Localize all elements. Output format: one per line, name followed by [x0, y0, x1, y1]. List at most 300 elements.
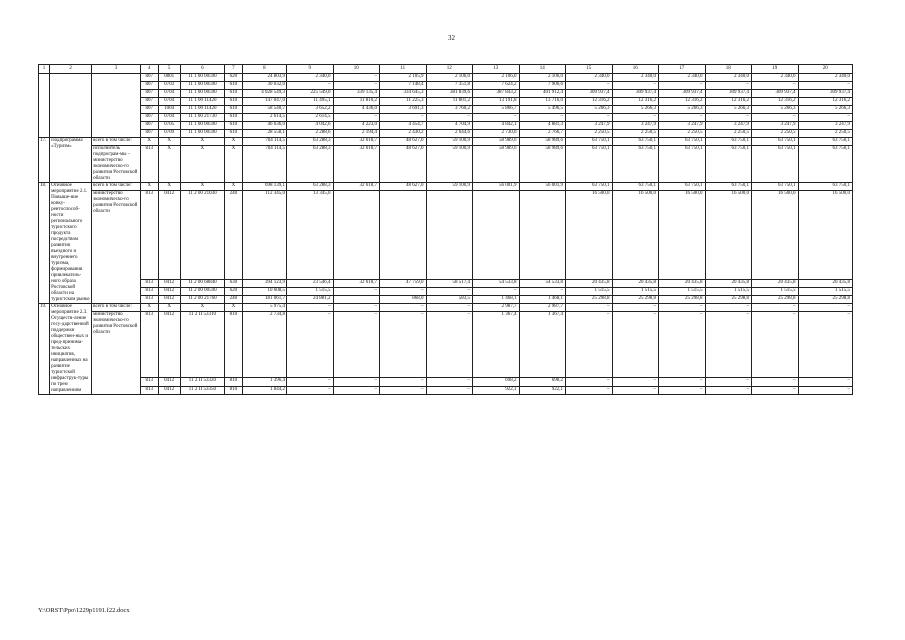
table-cell: 4 842,1 [473, 122, 520, 130]
table-cell: 2 340,0 [287, 74, 334, 82]
table-cell: – [566, 82, 613, 90]
table-cell: X [158, 146, 180, 183]
table-cell: 12 316,2 [705, 98, 752, 106]
table-cell: 0801 [158, 74, 180, 82]
table-cell: 807 [140, 82, 158, 90]
table-cell: 13 345,0 [287, 191, 334, 280]
table-cell: 5 266,3 [752, 106, 799, 114]
table-cell: 58 989,6 [473, 146, 520, 183]
table-cell: 2 106,0 [473, 74, 520, 82]
table-cell: – [380, 312, 427, 378]
table-cell: 23 546,4 [287, 280, 334, 288]
table-cell: 24 803,9 [242, 74, 286, 82]
table-cell: 1 515,5 [659, 288, 706, 296]
table-cell: 810 [225, 312, 243, 378]
table-cell: – [752, 82, 799, 90]
table-cell: 807 [140, 122, 158, 130]
column-header-13: 13 [473, 65, 520, 74]
table-cell: – [566, 378, 613, 386]
executor-label: исполнитель подпрограм-мы – министерство экономическо-го развития Ростовской области [92, 146, 141, 183]
table-cell: 610 [225, 122, 243, 130]
table-cell: – [752, 378, 799, 386]
table-row [39, 82, 853, 90]
table-cell: – [752, 114, 799, 122]
table-cell: 1 515,5 [612, 288, 659, 296]
table-cell: 5 975,4 [242, 304, 286, 312]
table-cell: – [426, 304, 473, 312]
table-cell: 58 989,6 [519, 146, 566, 183]
column-header-3: 3 [92, 65, 141, 74]
row-num-cell [39, 74, 50, 138]
table-cell: 12 316,2 [612, 98, 659, 106]
table-cell: – [612, 312, 659, 378]
subprogram-name: Подпрограмма «Туризм» [50, 138, 92, 183]
table-cell: 11 2 П 53310 [180, 312, 224, 378]
table-cell: 5 266,3 [659, 106, 706, 114]
table-row [39, 183, 853, 191]
table-cell: 0704 [158, 98, 180, 106]
table-cell: 28 558,1 [242, 130, 286, 138]
table-cell: 813 [140, 386, 158, 394]
table-cell: 59 100,9 [426, 183, 473, 191]
table-cell: 225 549,0 [287, 90, 334, 98]
table-cell: – [798, 386, 852, 394]
table-row [39, 122, 853, 130]
table-cell: 5 266,3 [705, 106, 752, 114]
row-number: 19. [39, 304, 50, 395]
table-cell: 63 750,1 [752, 146, 799, 183]
table-cell: 63 750,1 [659, 183, 706, 191]
table-cell: 32 618,7 [333, 183, 380, 191]
table-cell: 2 250,5 [612, 130, 659, 138]
table-cell: – [705, 378, 752, 386]
table-cell: 813 [140, 146, 158, 183]
table-cell: 610 [225, 130, 243, 138]
table-cell: 11 2 00 68840 [180, 280, 224, 288]
table-cell: 1 367,4 [473, 312, 520, 378]
table-cell: 813 [140, 280, 158, 288]
table-cell: 240 [225, 191, 243, 280]
table-cell: 63 750,1 [752, 183, 799, 191]
table-cell: X [140, 183, 158, 191]
table-cell: 2 250,5 [798, 130, 852, 138]
table-cell: 63 288,3 [287, 138, 334, 146]
footer-path: Y:\ORST\Ppo\1229p1191.f22.docx [38, 607, 130, 614]
table-cell: 7 906,6 [519, 82, 566, 90]
table-cell: 1 844,2 [242, 386, 286, 394]
table-cell: 698 139,1 [242, 183, 286, 191]
table-cell: 1004 [158, 106, 180, 114]
column-header-9: 9 [287, 65, 334, 74]
table-cell: 58 540,7 [242, 106, 286, 114]
table-cell: X [180, 304, 224, 312]
table-cell: 2 250,5 [705, 130, 752, 138]
table-cell: 30 032,0 [242, 82, 286, 90]
table-cell: 3 691,3 [380, 106, 427, 114]
table-cell: 810 [225, 386, 243, 394]
table-cell: 0705 [158, 122, 180, 130]
table-cell: 2 987,7 [519, 304, 566, 312]
table-cell: – [473, 114, 520, 122]
table-cell: 63 750,1 [705, 138, 752, 146]
table-cell: 48 627,0 [380, 183, 427, 191]
table-cell: 4 223,0 [333, 122, 380, 130]
table-cell: 1 515,5 [798, 288, 852, 296]
table-cell: 11 1 00 21730 [180, 114, 224, 122]
table-cell: 16 500,0 [659, 191, 706, 280]
table-cell: 11 2 00 21030 [180, 191, 224, 280]
table-cell: 334 645,3 [380, 90, 427, 98]
table-cell: – [659, 82, 706, 90]
budget-table [38, 64, 853, 395]
table-cell: – [752, 304, 799, 312]
table-cell: 2 250,5 [752, 130, 799, 138]
table-cell: 20 435,8 [705, 280, 752, 288]
table-cell: – [705, 82, 752, 90]
table-cell: 11 2 П 53320 [180, 378, 224, 386]
table-cell: 810 [225, 378, 243, 386]
table-cell: 807 [140, 98, 158, 106]
table-cell: 63 750,1 [612, 146, 659, 183]
table-cell: 20 435,8 [659, 280, 706, 288]
table-cell: 63 750,1 [612, 138, 659, 146]
table-cell: X [140, 304, 158, 312]
table-cell: 48 627,0 [380, 138, 427, 146]
table-cell: 309 937,4 [566, 90, 613, 98]
table-cell: 58 517,4 [426, 280, 473, 288]
table-cell: 1 468,1 [473, 296, 520, 304]
table-cell: 610 [225, 82, 243, 90]
table-cell: 25 298,8 [752, 296, 799, 304]
table-cell: 20 435,8 [566, 280, 613, 288]
table-cell: 0709 [158, 130, 180, 138]
table-cell: X [180, 183, 224, 191]
table-cell: 0412 [158, 378, 180, 386]
table-cell: 63 288,3 [287, 183, 334, 191]
total-label: всего в том числе: [92, 304, 141, 312]
table-cell: – [566, 114, 613, 122]
table-cell: 401 912,4 [519, 90, 566, 98]
table-cell: 32 618,7 [333, 138, 380, 146]
table-cell: 16 500,0 [705, 191, 752, 280]
table-cell: 807 [140, 114, 158, 122]
table-cell: X [158, 138, 180, 146]
table-cell: 12 316,2 [798, 98, 852, 106]
table-cell: – [519, 288, 566, 296]
table-cell: 2 340,0 [612, 74, 659, 82]
table-cell: 2 614,5 [242, 114, 286, 122]
table-cell: – [519, 114, 566, 122]
table-cell: – [333, 288, 380, 296]
table-cell: 63 750,1 [705, 146, 752, 183]
table-cell: 11 1 00 11420 [180, 98, 224, 106]
table-cell: 16 500,0 [752, 191, 799, 280]
table-cell: 7 351,8 [426, 82, 473, 90]
table-cell [519, 191, 566, 280]
table-cell: – [426, 114, 473, 122]
table-cell: 1 367,4 [519, 312, 566, 378]
table-cell: 4 881,3 [519, 122, 566, 130]
table-cell: 610 [225, 90, 243, 98]
table-cell: – [566, 304, 613, 312]
table-cell: 20 435,8 [752, 280, 799, 288]
table-cell: – [705, 312, 752, 378]
table-cell [333, 296, 380, 304]
table-cell: 2 987,7 [473, 304, 520, 312]
row-number: 18. [39, 183, 50, 304]
table-cell: 1 515,5 [566, 288, 613, 296]
table-cell: 3 247,9 [659, 122, 706, 130]
activity-name: Основное мероприятие 2.3. Осуществ-ление госу-дарственной поддержки обществен-ных и пред-принима-тельских инициатив, направленных на развитие туристской инфраструк-туры по трем направлениям [50, 304, 92, 395]
table-cell: 3 247,9 [566, 122, 613, 130]
row-name-cell [50, 74, 92, 138]
table-row [39, 74, 853, 82]
table-cell: 48 627,0 [380, 146, 427, 183]
table-cell: 0412 [158, 280, 180, 288]
table-cell: 63 750,1 [659, 146, 706, 183]
table-cell: 1 515,5 [752, 288, 799, 296]
table-cell: 25 298,8 [566, 296, 613, 304]
table-cell: 620 [225, 288, 243, 296]
table-cell: 813 [140, 296, 158, 304]
table-cell: 610 [225, 114, 243, 122]
table-cell: 309 937,4 [705, 90, 752, 98]
table-cell: – [380, 386, 427, 394]
table-cell: 240 [225, 296, 243, 304]
column-header-10: 10 [333, 65, 380, 74]
table-cell: 807 [140, 106, 158, 114]
executor-label: министерство экономическо-го развития Ростовской области [92, 191, 141, 304]
table-cell: 868,0 [380, 296, 427, 304]
table-cell: 4 704,9 [426, 122, 473, 130]
column-header-11: 11 [380, 65, 427, 74]
table-cell: 63 750,1 [752, 138, 799, 146]
table-row [39, 280, 853, 288]
table-row [39, 288, 853, 296]
table-cell: 12 316,2 [659, 98, 706, 106]
table-cell: 3 652,2 [287, 106, 334, 114]
table-cell: – [752, 312, 799, 378]
table-cell: 10 608,5 [242, 288, 286, 296]
table-cell: 59 100,9 [426, 146, 473, 183]
table-cell: 2 340,0 [752, 74, 799, 82]
table-cell: 2 766,7 [519, 130, 566, 138]
page-number: 32 [448, 34, 455, 42]
table-cell: – [333, 312, 380, 378]
table-cell: – [426, 386, 473, 394]
table-cell: 13 716,0 [519, 98, 566, 106]
table-cell: 11 810,2 [333, 98, 380, 106]
table-cell: – [380, 378, 427, 386]
activity-name: Основное мероприятие 2.1. Повыше-ние конку-рентоспособ-ности регионального туристского продукта посредством развития въездного и внутреннего туризма, формирования привлекатель-ного образа Ростовской области на туристском рынке [50, 183, 92, 304]
table-row [39, 138, 853, 146]
table-cell: 2 194,4 [333, 130, 380, 138]
table-cell: – [798, 312, 852, 378]
table-cell: 13 191,8 [473, 98, 520, 106]
table-cell: 63 750,1 [659, 138, 706, 146]
table-cell: 704 114,5 [242, 146, 286, 183]
table-cell: 24 881,2 [287, 296, 334, 304]
table-row [39, 98, 853, 106]
table-cell: 20 435,8 [798, 280, 852, 288]
table-cell: – [333, 74, 380, 82]
table-cell: 2 106,0 [519, 74, 566, 82]
table-cell: – [612, 82, 659, 90]
table-cell: 7 624,2 [473, 82, 520, 90]
column-header-4: 4 [140, 65, 158, 74]
table-cell: 2 340,0 [798, 74, 852, 82]
table-cell: – [798, 82, 852, 90]
row-number: 17. [39, 138, 50, 183]
table-cell: 59 100,9 [426, 138, 473, 146]
table-cell: 1 468,1 [519, 296, 566, 304]
table-cell: 698,2 [519, 378, 566, 386]
table-cell: 11 495,1 [287, 98, 334, 106]
table-cell: 54 533,8 [519, 280, 566, 288]
table-cell: 16 500,0 [566, 191, 613, 280]
column-header-6: 6 [180, 65, 224, 74]
total-label: всего в том числе: [92, 183, 141, 191]
table-cell: 63 750,1 [612, 183, 659, 191]
table-cell: 4 042,6 [287, 122, 334, 130]
table-cell: 11 2 00 00590 [180, 288, 224, 296]
table-cell: 63 750,1 [798, 138, 852, 146]
table-cell: – [659, 312, 706, 378]
table-row [39, 312, 853, 378]
column-header-18: 18 [705, 65, 752, 74]
table-cell: 4 436,0 [333, 106, 380, 114]
table-cell: X [225, 183, 243, 191]
table-cell: 807 [140, 90, 158, 98]
table-cell: 63 750,1 [705, 183, 752, 191]
table-cell: 25 298,8 [705, 296, 752, 304]
table-cell: X [140, 138, 158, 146]
column-header-12: 12 [426, 65, 473, 74]
column-header-19: 19 [752, 65, 799, 74]
table-cell: 2 340,0 [566, 74, 613, 82]
table-cell: 20 435,8 [612, 280, 659, 288]
table-cell: 2 340,0 [705, 74, 752, 82]
table-cell: 583,5 [426, 296, 473, 304]
table-cell: 54 533,8 [473, 280, 520, 288]
table-cell: 11 1 00 00590 [180, 82, 224, 90]
table-cell: 11 1 00 00590 [180, 130, 224, 138]
table-cell: 12 316,2 [566, 98, 613, 106]
column-header-14: 14 [519, 65, 566, 74]
table-cell: 3 247,9 [705, 122, 752, 130]
table-cell: 5 266,3 [798, 106, 852, 114]
table-cell: – [612, 378, 659, 386]
table-cell: 0412 [158, 312, 180, 378]
table-cell: 63 750,1 [566, 138, 613, 146]
column-header-17: 17 [659, 65, 706, 74]
table-cell: 25 298,8 [798, 296, 852, 304]
table-cell: 381 839,6 [426, 90, 473, 98]
table-cell: 7 148,4 [380, 82, 427, 90]
table-cell: – [612, 304, 659, 312]
table-cell: 3 247,9 [798, 122, 852, 130]
table-cell: – [426, 378, 473, 386]
table-cell: 4 028 549,3 [242, 90, 286, 98]
table-cell: 394 123,9 [242, 280, 286, 288]
table-row [39, 146, 853, 183]
table-cell: – [333, 378, 380, 386]
table-cell: X [225, 304, 243, 312]
table-cell: 3 247,9 [612, 122, 659, 130]
table-cell: 1 396,4 [242, 378, 286, 386]
table-cell: – [612, 114, 659, 122]
table-row [39, 378, 853, 386]
table-cell: – [380, 114, 427, 122]
table-cell: 309 937,4 [659, 90, 706, 98]
table-row [39, 90, 853, 98]
table-row [39, 304, 853, 312]
table-cell: 610 [225, 98, 243, 106]
table-cell: 63 750,1 [798, 146, 852, 183]
table-cell: 0703 [158, 82, 180, 90]
table-cell: 11 225,3 [380, 98, 427, 106]
table-cell: 2 288,6 [287, 130, 334, 138]
table-cell: 56 001,9 [473, 183, 520, 191]
table-cell: 698,2 [473, 378, 520, 386]
table-cell: 387 843,2 [473, 90, 520, 98]
table-cell: – [380, 304, 427, 312]
header-row [39, 65, 853, 74]
table-cell: 0412 [158, 191, 180, 280]
table-cell: 12 316,2 [752, 98, 799, 106]
table-cell: 63 750,1 [798, 183, 852, 191]
table-cell: 0412 [158, 288, 180, 296]
table-cell: – [705, 304, 752, 312]
table-cell: 181 061,7 [242, 296, 286, 304]
table-cell: 2 340,0 [659, 74, 706, 82]
table-cell: 2 644,6 [426, 130, 473, 138]
table-cell: 11 1 00 00590 [180, 74, 224, 82]
column-header-7: 7 [225, 65, 243, 74]
table-cell: 339 135,4 [333, 90, 380, 98]
table-cell: 813 [140, 191, 158, 280]
table-cell: 807 [140, 130, 158, 138]
table-cell: – [333, 114, 380, 122]
table-cell: – [612, 386, 659, 394]
column-header-15: 15 [566, 65, 613, 74]
table-cell: 3 760,2 [426, 106, 473, 114]
total-label: всего в том числе: [92, 138, 141, 146]
table-cell: 11 1 00 11420 [180, 106, 224, 114]
column-header-5: 5 [158, 65, 180, 74]
table-cell: 610 [225, 106, 243, 114]
table-cell: – [287, 82, 334, 90]
table-cell: 58 989,6 [519, 138, 566, 146]
table-cell [426, 191, 473, 280]
table-cell: X [180, 146, 224, 183]
table-cell: 11 1 00 00590 [180, 122, 224, 130]
table-cell: – [426, 288, 473, 296]
table-cell: 813 [140, 378, 158, 386]
table-cell: 63 288,3 [287, 146, 334, 183]
table-cell: – [333, 304, 380, 312]
table-cell: 2 250,5 [566, 130, 613, 138]
table-cell: – [659, 386, 706, 394]
table-cell: 807 [140, 74, 158, 82]
table-cell: 11 801,2 [426, 98, 473, 106]
table-cell: – [287, 378, 334, 386]
table-cell: 1 515,5 [287, 288, 334, 296]
table-cell: 58 989,6 [473, 138, 520, 146]
table-cell: 2 614,5 [287, 114, 334, 122]
table-cell: 0412 [158, 386, 180, 394]
table-cell: – [473, 288, 520, 296]
